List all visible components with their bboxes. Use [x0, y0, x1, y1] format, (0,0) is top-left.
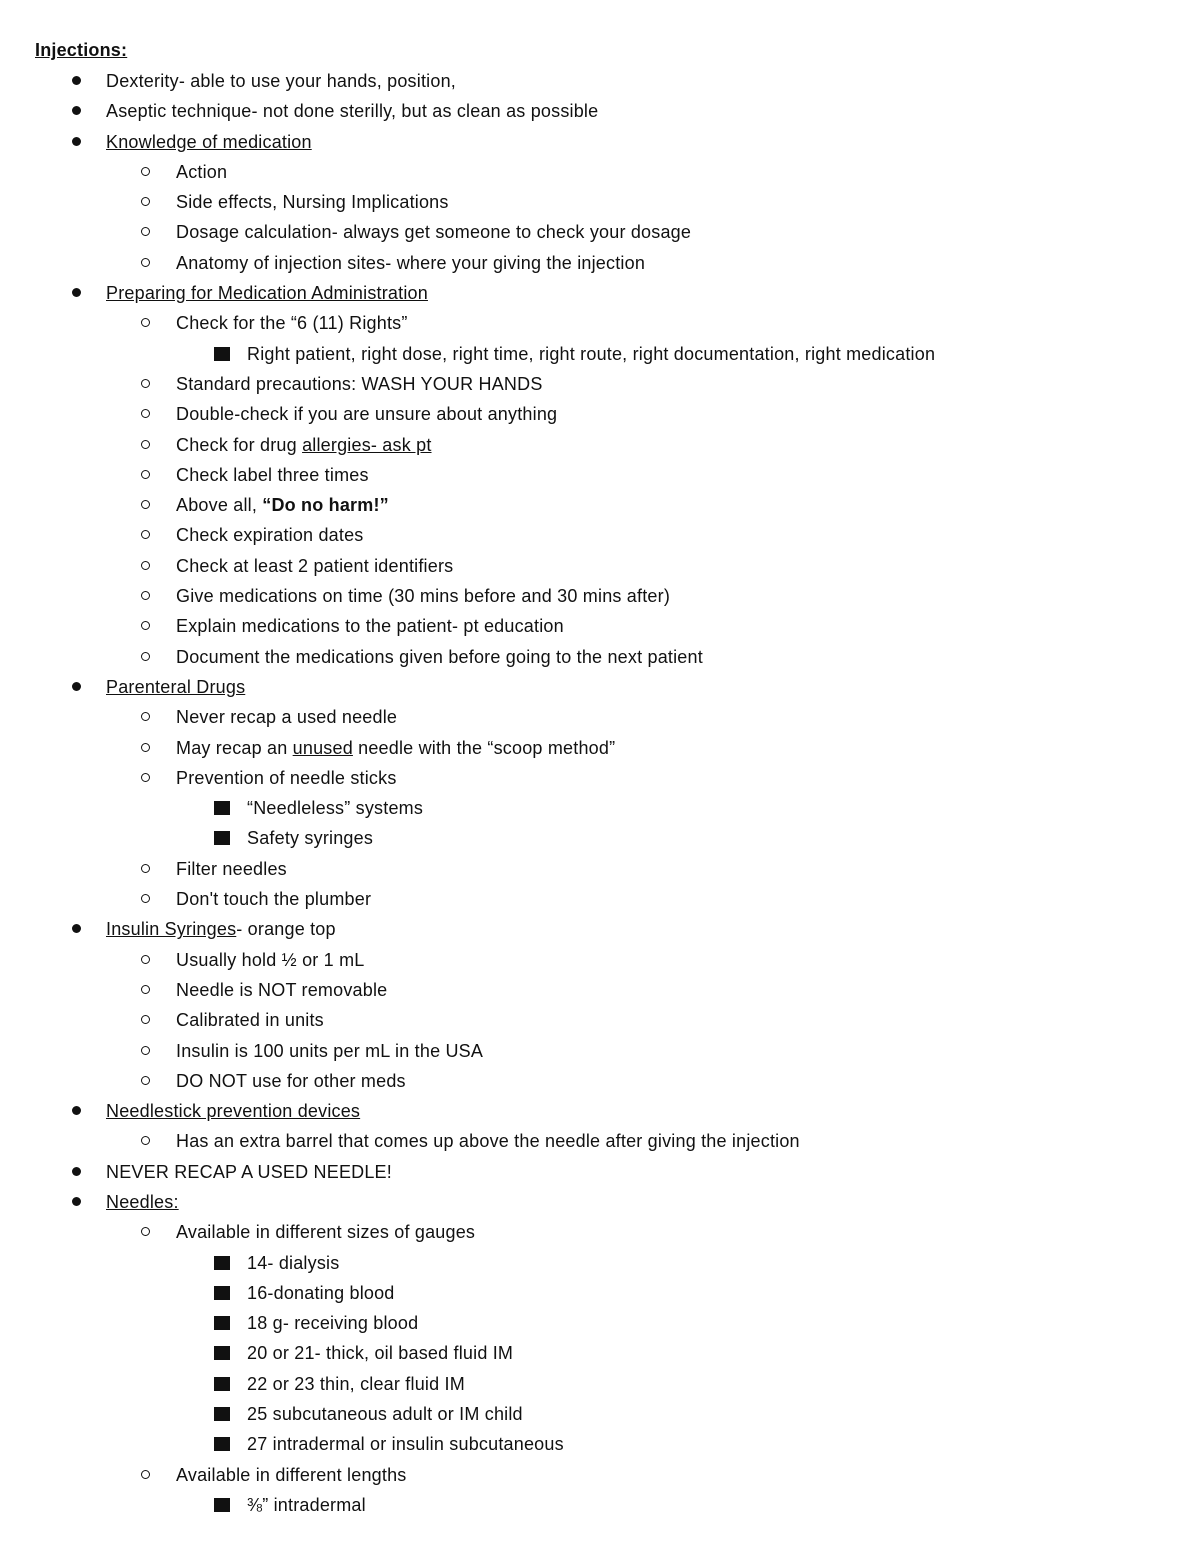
list-item: Check for the “6 (11) Rights”: [0, 308, 935, 338]
bullet-circle-icon: [141, 652, 150, 661]
list-item: “Needleless” systems: [0, 793, 935, 823]
list-item: 27 intradermal or insulin subcutaneous: [0, 1429, 935, 1459]
notes-list: [0, 66, 935, 1520]
bullet-circle-icon: [141, 197, 150, 206]
section-heading: Needlestick prevention devices: [0, 1096, 935, 1126]
bullet-circle-icon: [141, 530, 150, 539]
list-item: Check expiration dates: [0, 520, 935, 550]
list-item: Explain medications to the patient- pt education: [0, 611, 935, 641]
bullet-square-icon: [214, 801, 230, 815]
bullet-disc-icon: [72, 682, 81, 691]
bullet-circle-icon: [141, 318, 150, 327]
list-item: Anatomy of injection sites- where your giving the injection: [0, 248, 935, 278]
list-item: Document the medications given before going to the next patient: [0, 642, 935, 672]
list-item: Usually hold ½ or 1 mL: [0, 945, 935, 975]
bullet-circle-icon: [141, 712, 150, 721]
bullet-disc-icon: [72, 1106, 81, 1115]
document-title: Injections:: [35, 40, 128, 60]
bullet-circle-icon: [141, 227, 150, 236]
bullet-square-icon: [214, 831, 230, 845]
bullet-disc-icon: [72, 137, 81, 146]
section-heading: Insulin Syringes- orange top: [0, 914, 935, 944]
section-heading: Preparing for Medication Administration: [0, 278, 935, 308]
list-item: Filter needles: [0, 854, 935, 884]
bullet-square-icon: [214, 1256, 230, 1270]
bullet-square-icon: [214, 1346, 230, 1360]
bullet-circle-icon: [141, 591, 150, 600]
bullet-circle-icon: [141, 470, 150, 479]
section-heading: Parenteral Drugs: [0, 672, 935, 702]
bullet-circle-icon: [141, 379, 150, 388]
list-item: Prevention of needle sticks: [0, 763, 935, 793]
bullet-disc-icon: [72, 106, 81, 115]
bullet-square-icon: [214, 1498, 230, 1512]
bullet-circle-icon: [141, 1470, 150, 1479]
list-item: Aseptic technique- not done sterilly, but as clean as possible: [0, 96, 935, 126]
bullet-circle-icon: [141, 409, 150, 418]
bullet-circle-icon: [141, 1136, 150, 1145]
list-item: Insulin is 100 units per mL in the USA: [0, 1036, 935, 1066]
bullet-circle-icon: [141, 1046, 150, 1055]
bullet-circle-icon: [141, 1076, 150, 1085]
list-item: ⅜” intradermal: [0, 1490, 935, 1520]
bullet-circle-icon: [141, 561, 150, 570]
list-item: Right patient, right dose, right time, right route, right documentation, right medication: [0, 339, 935, 369]
list-item: Check for drug allergies- ask pt: [0, 430, 935, 460]
section-heading: Needles:: [0, 1187, 935, 1217]
bullet-square-icon: [214, 347, 230, 361]
list-item: Check label three times: [0, 460, 935, 490]
bullet-circle-icon: [141, 894, 150, 903]
list-item: Never recap a used needle: [0, 702, 935, 732]
bullet-circle-icon: [141, 864, 150, 873]
bullet-square-icon: [214, 1316, 230, 1330]
list-item: 18 g- receiving blood: [0, 1308, 935, 1338]
list-item: 25 subcutaneous adult or IM child: [0, 1399, 935, 1429]
bullet-circle-icon: [141, 440, 150, 449]
list-item: 22 or 23 thin, clear fluid IM: [0, 1369, 935, 1399]
list-item: Give medications on time (30 mins before and 30 mins after): [0, 581, 935, 611]
list-item: NEVER RECAP A USED NEEDLE!: [0, 1157, 935, 1187]
list-item: Check at least 2 patient identifiers: [0, 551, 935, 581]
bullet-circle-icon: [141, 985, 150, 994]
list-item: Safety syringes: [0, 823, 935, 853]
section-heading: Knowledge of medication: [0, 127, 935, 157]
list-item: 14- dialysis: [0, 1248, 935, 1278]
list-item: Double-check if you are unsure about anything: [0, 399, 935, 429]
list-item: May recap an unused needle with the “scoop method”: [0, 733, 935, 763]
bullet-disc-icon: [72, 288, 81, 297]
bullet-square-icon: [214, 1377, 230, 1391]
list-item: DO NOT use for other meds: [0, 1066, 935, 1096]
bullet-circle-icon: [141, 1227, 150, 1236]
list-item: Available in different sizes of gauges: [0, 1217, 935, 1247]
bullet-square-icon: [214, 1407, 230, 1421]
bullet-circle-icon: [141, 955, 150, 964]
list-item: Above all, “Do no harm!”: [0, 490, 935, 520]
bullet-square-icon: [214, 1286, 230, 1300]
list-item: Has an extra barrel that comes up above the needle after giving the injection: [0, 1126, 935, 1156]
bullet-circle-icon: [141, 500, 150, 509]
list-item: Available in different lengths: [0, 1460, 935, 1490]
list-item: Dexterity- able to use your hands, position,: [0, 66, 935, 96]
bullet-disc-icon: [72, 924, 81, 933]
list-item: 20 or 21- thick, oil based fluid IM: [0, 1338, 935, 1368]
bullet-circle-icon: [141, 773, 150, 782]
list-item: Dosage calculation- always get someone to check your dosage: [0, 217, 935, 247]
bullet-circle-icon: [141, 167, 150, 176]
list-item: 16-donating blood: [0, 1278, 935, 1308]
list-item: Side effects, Nursing Implications: [0, 187, 935, 217]
bullet-disc-icon: [72, 1197, 81, 1206]
list-item: Don't touch the plumber: [0, 884, 935, 914]
list-item: Action: [0, 157, 935, 187]
bullet-circle-icon: [141, 258, 150, 267]
bullet-square-icon: [214, 1437, 230, 1451]
bullet-circle-icon: [141, 621, 150, 630]
list-item: Calibrated in units: [0, 1005, 935, 1035]
bullet-disc-icon: [72, 1167, 81, 1176]
list-item: Needle is NOT removable: [0, 975, 935, 1005]
bullet-circle-icon: [141, 1015, 150, 1024]
bullet-circle-icon: [141, 743, 150, 752]
list-item: Standard precautions: WASH YOUR HANDS: [0, 369, 935, 399]
bullet-disc-icon: [72, 76, 81, 85]
